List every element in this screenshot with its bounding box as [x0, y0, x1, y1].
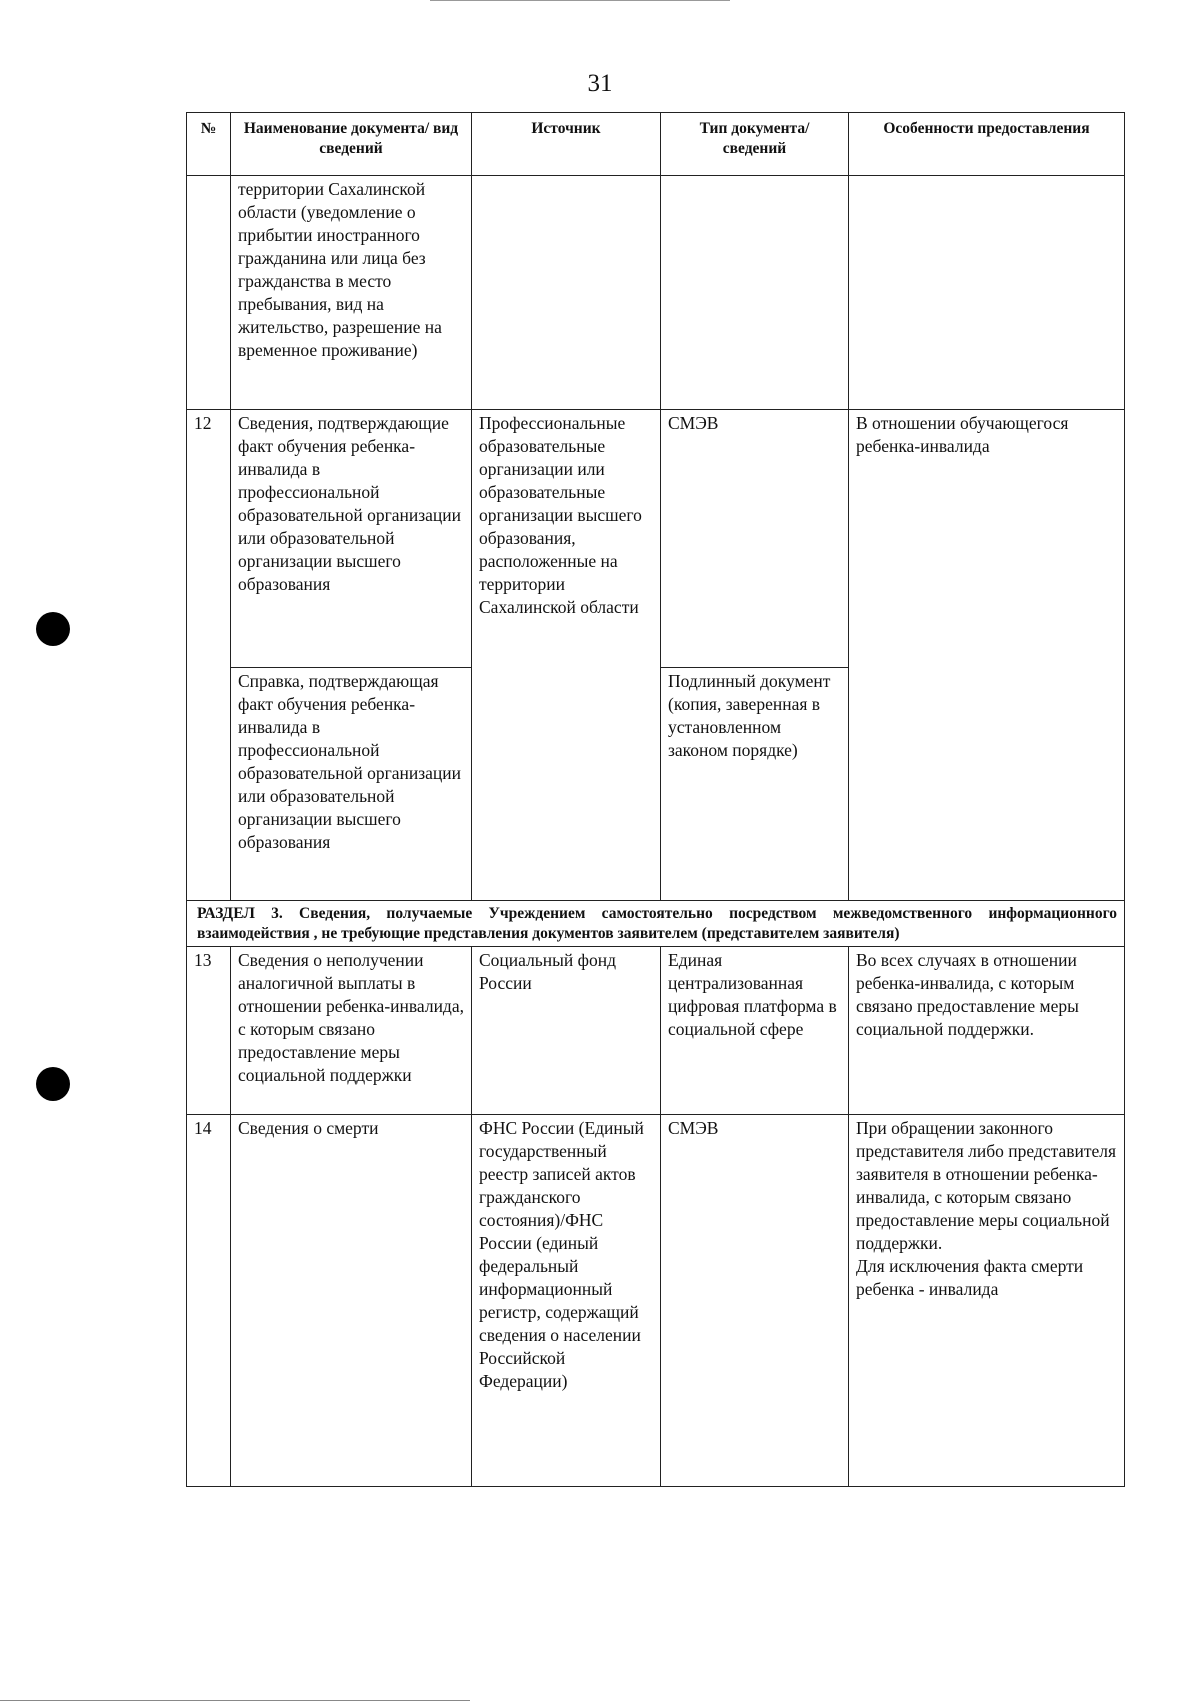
- cell-row-12-document-2: Справка, подтверждающая факт обучения ребенка-инвалида в профессиональной образовательной организации или образовательной организации высшего образования: [231, 668, 472, 901]
- section-3-heading-row: [187, 901, 1125, 947]
- table-row-12-a: [187, 410, 1125, 668]
- scan-top-rule: [430, 0, 730, 1]
- cell-continuation-name: территории Сахалинской области (уведомление о прибытии иностранного гражданина или лица без гражданства в место пребывания, вид на жительство, разрешение на временное проживание): [231, 176, 472, 410]
- punch-hole-lower: [36, 1067, 70, 1101]
- header-document-name: Наименование документа/ вид сведений: [231, 113, 472, 176]
- page-number: 31: [587, 70, 613, 97]
- cell-row-12-document-1: Сведения, подтверждающие факт обучения ребенка-инвалида в профессиональной образовательной организации или образовательной организации высшего образования: [231, 410, 472, 668]
- cell-continuation-source: [472, 176, 661, 410]
- cell-row-13-feature: Во всех случаях в отношении ребенка-инвалида, с которым связано предоставление меры социальной поддержки.: [849, 947, 1125, 1115]
- cell-row-14-feature: [849, 1115, 1125, 1487]
- cell-row-13-number: 13: [187, 947, 231, 1115]
- header-number: №: [187, 113, 231, 176]
- punch-hole-upper: [36, 612, 70, 646]
- cell-row-14-number: 14: [187, 1115, 231, 1487]
- documents-table: [186, 112, 1125, 1487]
- cell-row-12-feature: В отношении обучающегося ребенка-инвалида: [849, 410, 1125, 901]
- cell-row-12-source: Профессиональные образовательные организации или образовательные организации высшего образования, расположенные на территории Сахалинской области: [472, 410, 661, 901]
- header-source: Источник: [472, 113, 661, 176]
- row-14-feature-text-2: Для исключения факта смерти ребенка - инвалида: [856, 1256, 1084, 1299]
- scan-bottom-rule: [0, 1700, 470, 1701]
- table-row-14: [187, 1115, 1125, 1487]
- header-provision-features: Особенности предоставления: [849, 113, 1125, 176]
- cell-row-12-type-1: СМЭВ: [661, 410, 849, 668]
- table-row-13: [187, 947, 1125, 1115]
- cell-row-14-name: Сведения о смерти: [231, 1115, 472, 1487]
- cell-row-13-source: Социальный фонд России: [472, 947, 661, 1115]
- cell-row-14-type: СМЭВ: [661, 1115, 849, 1487]
- cell-row-12-type-2: Подлинный документ (копия, заверенная в установленном законом порядке): [661, 668, 849, 901]
- cell-continuation-type: [661, 176, 849, 410]
- cell-row-14-source: ФНС России (Единый государственный реестр записей актов гражданского состояния)/ФНС России (единый федеральный информационный регистр, содержащий сведения о населении Российской Федерации): [472, 1115, 661, 1487]
- cell-row-13-name: Сведения о неполучении аналогичной выплаты в отношении ребенка-инвалида, с которым связано предоставление меры социальной поддержки: [231, 947, 472, 1115]
- table-header-row: [187, 113, 1125, 176]
- cell-continuation-feature: [849, 176, 1125, 410]
- table-row-continuation: [187, 176, 1125, 410]
- cell-row-12-number: 12: [187, 410, 231, 901]
- row-14-feature-text-1: При обращении законного представителя либо представителя заявителя в отношении ребенка-инвалида, с которым связано предоставление меры социальной поддержки.: [856, 1118, 1117, 1253]
- cell-number-empty: [187, 176, 231, 410]
- header-document-type: Тип документа/сведений: [661, 113, 849, 176]
- cell-row-13-type: Единая централизованная цифровая платформа в социальной сфере: [661, 947, 849, 1115]
- section-3-heading: РАЗДЕЛ 3. Сведения, получаемые Учреждением самостоятельно посредством межведомственного информационного взаимодействия , не требующие представления документов заявителем (представителем заявителя): [187, 901, 1125, 947]
